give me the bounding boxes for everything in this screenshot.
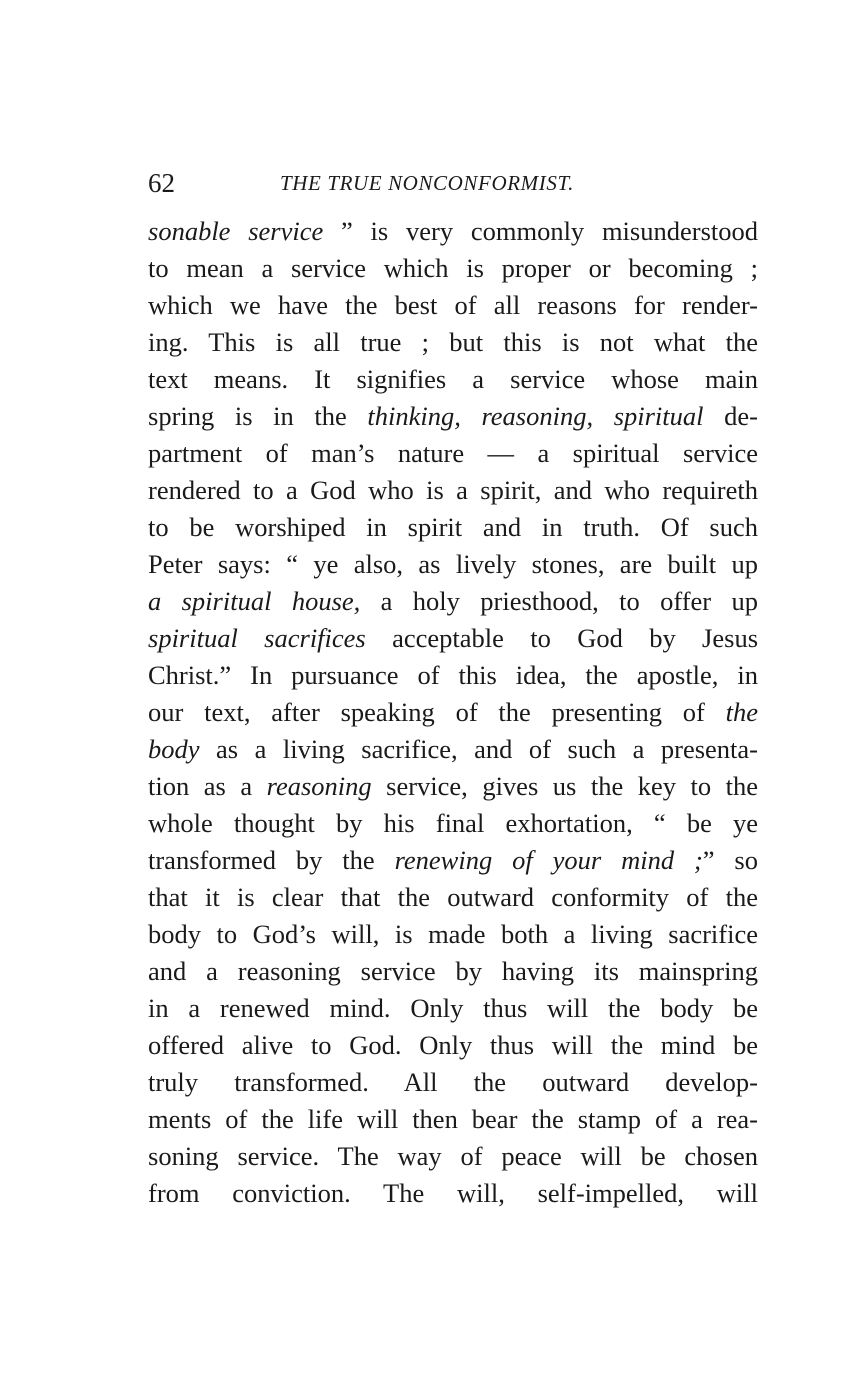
running-title: THE TRUE NONCONFORMIST.	[280, 171, 575, 195]
text-line	[148, 879, 758, 916]
running-head	[148, 166, 758, 200]
text-line	[148, 1101, 758, 1138]
italic-text: the	[725, 697, 758, 727]
text-line	[148, 620, 758, 657]
italic-text: body	[148, 734, 200, 764]
text-segment: rendered to a God who is a spirit, and who requireth	[148, 475, 758, 505]
text-segment: ing. This is all true ; but this is not what the	[148, 327, 758, 357]
text-line	[148, 731, 758, 768]
text-segment: body to God’s will, is made both a living sacrifice	[148, 919, 758, 949]
italic-text: thinking, reasoning, spiritual	[367, 401, 704, 431]
text-segment: whole thought by his final exhortation, “ be ye	[148, 808, 758, 838]
italic-text: reasoning	[266, 771, 372, 801]
italic-text: a spiritual house,	[148, 586, 361, 616]
text-line	[148, 324, 758, 361]
italic-text: spiritual sacrifices	[148, 623, 366, 653]
italic-text: sonable service	[148, 216, 324, 246]
text-segment: spring is in the	[148, 401, 368, 431]
text-segment: Christ.” In pursuance of this idea, the apostle, in	[148, 660, 758, 690]
text-segment: to be worshiped in spirit and in truth. Of such	[148, 512, 758, 542]
text-segment: acceptable to God by Jesus	[365, 623, 759, 653]
italic-text: renewing of your mind ;	[394, 845, 703, 875]
text-segment: which we have the best of all reasons for render-	[148, 290, 758, 320]
text-line	[148, 657, 758, 694]
text-segment: service, gives us the key to the	[371, 771, 759, 801]
text-line	[148, 990, 758, 1027]
text-segment: soning service. The way of peace will be chosen	[148, 1141, 758, 1171]
text-segment: text means. It signifies a service whose main	[148, 364, 758, 394]
text-segment: a holy priesthood, to offer up	[360, 586, 759, 616]
text-segment: from conviction. The will, self-impelled, will	[148, 1178, 758, 1208]
text-line	[148, 472, 758, 509]
text-line	[148, 250, 758, 287]
text-line	[148, 213, 758, 250]
text-segment: Peter says: “ ye also, as lively stones, are built up	[148, 549, 758, 579]
text-segment: tion as a	[148, 771, 267, 801]
text-line	[148, 1175, 758, 1212]
text-segment: ” is very commonly misunderstood	[323, 216, 758, 246]
text-line	[148, 916, 758, 953]
text-line	[148, 694, 758, 731]
text-line	[148, 842, 758, 879]
text-line	[148, 583, 758, 620]
text-segment: offered alive to God. Only thus will the mind be	[148, 1030, 758, 1060]
body-text	[148, 213, 758, 1212]
text-segment: de-	[703, 401, 758, 431]
text-segment: transformed by the	[148, 845, 395, 875]
text-segment: in a renewed mind. Only thus will the body be	[148, 993, 758, 1023]
text-segment: partment of man’s nature — a spiritual service	[148, 438, 758, 468]
text-segment: ” so	[702, 845, 758, 875]
text-line	[148, 398, 758, 435]
text-line	[148, 1027, 758, 1064]
text-line	[148, 953, 758, 990]
text-segment: as a living sacrifice, and of such a presenta-	[199, 734, 758, 764]
text-line	[148, 546, 758, 583]
text-segment: truly transformed. All the outward develop-	[148, 1067, 758, 1097]
text-segment: and a reasoning service by having its mainspring	[148, 956, 758, 986]
text-line	[148, 361, 758, 398]
text-line	[148, 805, 758, 842]
text-line	[148, 1064, 758, 1101]
text-segment: ments of the life will then bear the stamp of a rea-	[148, 1104, 758, 1134]
text-line	[148, 435, 758, 472]
text-line	[148, 509, 758, 546]
text-segment: to mean a service which is proper or becoming ;	[148, 253, 758, 283]
text-segment: that it is clear that the outward conformity of the	[148, 882, 758, 912]
text-segment: our text, after speaking of the presenting of	[148, 697, 726, 727]
text-line	[148, 287, 758, 324]
text-line	[148, 768, 758, 805]
page-number: 62	[148, 168, 175, 198]
text-line	[148, 1138, 758, 1175]
